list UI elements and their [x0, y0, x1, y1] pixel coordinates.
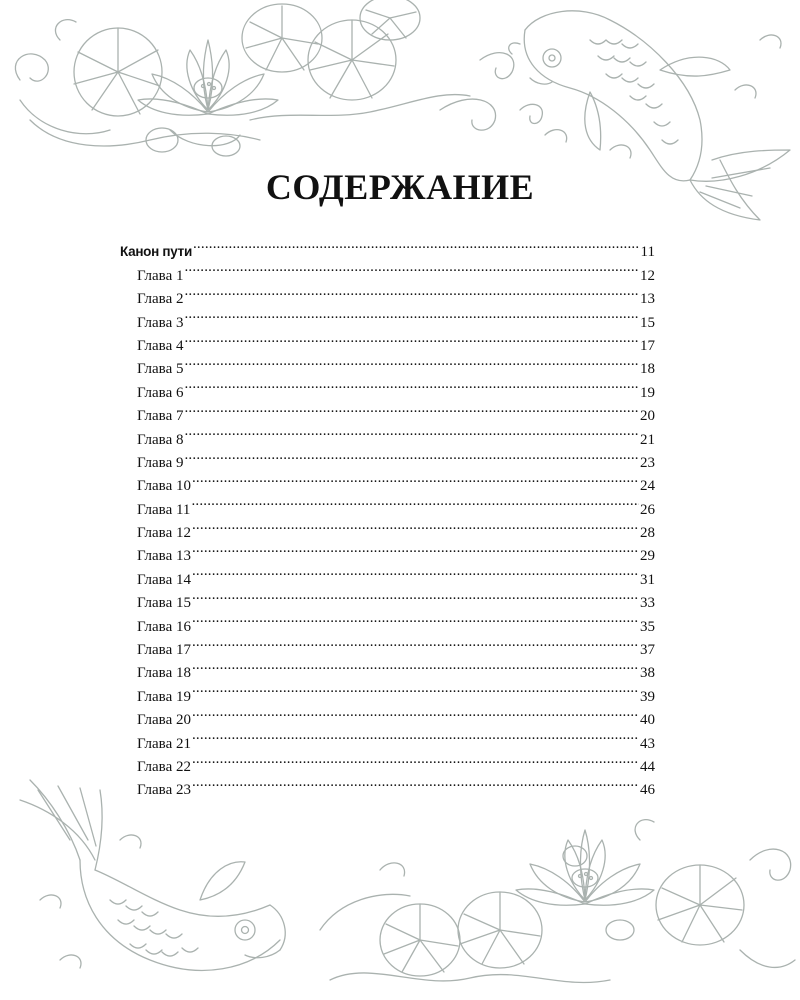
- dot-leader: [184, 280, 639, 303]
- toc-entry-main[interactable]: [120, 233, 655, 261]
- toc-entry-label: Глава 23: [137, 782, 191, 799]
- top-lily-pads-icon: [15, 0, 513, 146]
- toc-entry[interactable]: [120, 748, 655, 775]
- dot-leader: [192, 748, 639, 771]
- dot-leader: [184, 350, 639, 373]
- toc-entry-label: Глава 4: [137, 337, 184, 354]
- dot-leader: [192, 537, 639, 560]
- toc-entry[interactable]: [120, 490, 655, 518]
- toc-entry[interactable]: [120, 350, 655, 378]
- dot-leader: [192, 560, 639, 583]
- toc-entry-page: 19: [640, 384, 655, 401]
- dot-leader: [184, 256, 639, 279]
- dot-leader: [192, 467, 639, 490]
- dot-leader: [184, 327, 639, 350]
- toc-entry-page: 21: [640, 431, 655, 448]
- toc-entry-page: 29: [640, 548, 655, 565]
- dot-leader: [192, 677, 639, 700]
- dot-leader: [184, 397, 639, 420]
- bottom-lotus-flower-icon: [516, 830, 654, 940]
- toc-entry-label: Глава 15: [137, 595, 191, 612]
- toc-entry[interactable]: [120, 701, 655, 729]
- toc-entry-label: Глава 22: [137, 758, 191, 775]
- toc-entry[interactable]: [120, 537, 655, 565]
- toc-entry-label: Глава 5: [137, 361, 184, 378]
- toc-entry-page: 24: [640, 478, 655, 495]
- toc-entry-page: 40: [640, 712, 655, 729]
- dot-leader: [191, 490, 639, 513]
- toc-entry-page: 11: [640, 244, 655, 261]
- toc-entry-label: Глава 2: [137, 291, 184, 308]
- toc-entry[interactable]: [120, 397, 655, 425]
- toc-entry-page: 33: [640, 595, 655, 612]
- toc-entry[interactable]: [120, 256, 655, 284]
- toc-entry-page: 17: [640, 337, 655, 354]
- toc-entry-label: Глава 14: [137, 571, 191, 588]
- toc-entry[interactable]: [120, 631, 655, 659]
- toc-entry-label: Глава 1: [137, 267, 184, 284]
- bottom-koi-fish-icon: [20, 780, 285, 970]
- toc-entry-label: Глава 17: [137, 642, 191, 659]
- dot-leader: [192, 514, 639, 537]
- dot-leader: [184, 444, 639, 467]
- dot-leader: [192, 584, 639, 607]
- toc-entry-label: Глава 7: [137, 408, 184, 425]
- toc-entry-page: 46: [640, 782, 655, 799]
- toc-entry-label: Канон пути: [120, 244, 192, 260]
- toc-entry[interactable]: [120, 327, 655, 354]
- toc-entry[interactable]: [120, 654, 655, 682]
- toc-entry[interactable]: [120, 560, 655, 588]
- dot-leader: [192, 771, 639, 794]
- toc-entry-page: 12: [640, 267, 655, 284]
- toc-entry-page: 20: [640, 408, 655, 425]
- toc-entry-page: 37: [640, 642, 655, 659]
- dot-leader: [184, 420, 639, 443]
- dot-leader: [184, 303, 639, 326]
- toc-entry-label: Глава 8: [137, 431, 184, 448]
- toc-entry-page: 31: [640, 571, 655, 588]
- table-of-contents: [120, 233, 655, 799]
- toc-entry[interactable]: [120, 514, 655, 542]
- dot-leader: [192, 631, 639, 654]
- toc-entry-label: Глава 6: [137, 384, 184, 401]
- toc-entry[interactable]: [120, 607, 655, 635]
- toc-entry-label: Глава 12: [137, 525, 191, 542]
- dot-leader: [192, 724, 639, 747]
- toc-entry-page: 28: [640, 525, 655, 542]
- toc-entry-label: Глава 18: [137, 665, 191, 682]
- toc-entry-page: 18: [640, 361, 655, 378]
- toc-entry-label: Глава 3: [137, 314, 184, 331]
- toc-entry[interactable]: [120, 467, 655, 495]
- toc-entry-page: 44: [640, 758, 655, 775]
- dot-leader: [192, 654, 639, 677]
- toc-entry[interactable]: [120, 373, 655, 401]
- toc-entry-page: 15: [640, 314, 655, 331]
- toc-entry[interactable]: [120, 724, 655, 752]
- toc-entry-page: 13: [640, 291, 655, 308]
- dot-leader: [192, 701, 639, 724]
- toc-entry-page: 26: [640, 501, 655, 518]
- toc-entry-label: Глава 21: [137, 735, 191, 752]
- dot-leader: [193, 233, 640, 256]
- toc-entry-page: 35: [640, 618, 655, 635]
- toc-entry-label: Глава 19: [137, 688, 191, 705]
- toc-entry[interactable]: [120, 303, 655, 331]
- toc-entry-page: 43: [640, 735, 655, 752]
- toc-entry[interactable]: [120, 420, 655, 448]
- toc-entry-label: Глава 20: [137, 712, 191, 729]
- toc-entry-page: 23: [640, 454, 655, 471]
- toc-entry[interactable]: [120, 444, 655, 471]
- toc-entry[interactable]: [120, 677, 655, 705]
- toc-entry[interactable]: [120, 584, 655, 612]
- dot-leader: [184, 373, 639, 396]
- dot-leader: [192, 607, 639, 630]
- toc-entry-label: Глава 9: [137, 454, 184, 471]
- toc-entry-label: Глава 16: [137, 618, 191, 635]
- toc-entry[interactable]: [120, 280, 655, 308]
- toc-entry-label: Глава 11: [137, 501, 191, 518]
- toc-entry[interactable]: [120, 771, 655, 799]
- bottom-lily-pads-icon: [320, 820, 795, 983]
- top-lotus-flower-icon: [138, 40, 278, 156]
- toc-entry-page: 39: [640, 688, 655, 705]
- toc-entry-page: 38: [640, 665, 655, 682]
- toc-entry-label: Глава 13: [137, 548, 191, 565]
- page-title: СОДЕРЖАНИЕ: [265, 167, 535, 207]
- toc-entry-label: Глава 10: [137, 478, 191, 495]
